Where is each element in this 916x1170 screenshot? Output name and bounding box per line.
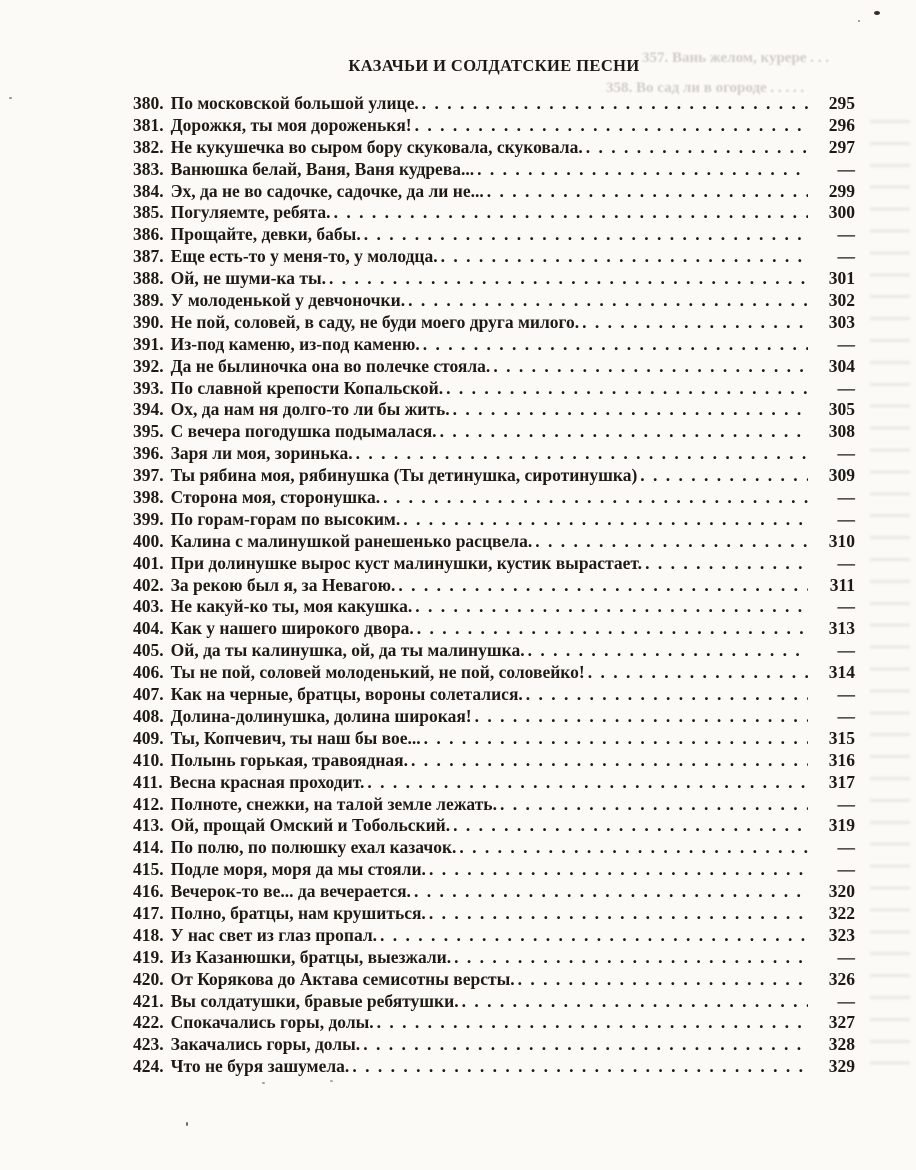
toc-entry: [133, 662, 855, 684]
entry-number: 402.: [133, 574, 164, 595]
entry-title: Ох, да нам ня долго-то ли бы жить.: [170, 399, 450, 420]
dot-leader: [367, 772, 808, 794]
entry-page: 303: [828, 311, 855, 332]
entry-title: Да не былиночка она во полечке стояла.: [170, 355, 491, 376]
toc-entry: [133, 859, 855, 881]
bleedthrough-right-margin: [870, 120, 910, 1080]
entry-page: 296: [828, 114, 855, 135]
entry-title: При долинушке вырос куст малинушки, кустик вырастает.: [170, 552, 643, 573]
entry-title: Полно, братцы, нам крушиться.: [170, 902, 426, 923]
entry-page: —: [837, 859, 855, 880]
entry-page: 311: [829, 574, 855, 595]
toc-entry: [133, 1034, 855, 1056]
scan-speck: [330, 1080, 333, 1082]
dot-leader: [398, 575, 808, 597]
page-title: КАЗАЧЬИ И СОЛДАТСКИЕ ПЕСНИ: [348, 56, 640, 75]
entry-title: Ой, да ты калинушка, ой, да ты малинушка.: [170, 640, 525, 661]
entry-number: 384.: [133, 180, 164, 201]
entry-number: 382.: [133, 136, 164, 157]
entry-page: 297: [828, 136, 855, 157]
toc-entry: [133, 903, 855, 925]
entry-title: Прощайте, девки, бабы.: [170, 224, 361, 245]
entry-page: 304: [828, 355, 855, 376]
entry-number: 391.: [133, 333, 164, 354]
entry-number: 416.: [133, 881, 164, 902]
dot-leader: [582, 312, 808, 334]
table-of-contents: [133, 93, 855, 1078]
entry-number: 420.: [133, 968, 164, 989]
entry-title: Как на черные, братцы, вороны солеталися.: [170, 684, 523, 705]
entry-number: 390.: [133, 311, 164, 332]
entry-page: —: [837, 946, 855, 967]
toc-entry: [133, 815, 855, 837]
dot-leader: [423, 334, 808, 356]
dot-leader: [453, 815, 808, 837]
entry-page: —: [837, 508, 855, 529]
toc-entry: [133, 640, 855, 662]
entry-page: 322: [828, 902, 855, 923]
entry-page: 310: [828, 530, 855, 551]
entry-page: 300: [828, 202, 855, 223]
entry-number: 403.: [133, 596, 164, 617]
dot-leader: [356, 443, 808, 465]
entry-title: По славной крепости Копальской.: [170, 377, 444, 398]
entry-number: 407.: [133, 684, 164, 705]
entry-page: 323: [828, 924, 855, 945]
entry-page: 308: [828, 421, 855, 442]
entry-title: Спокачались горы, долы.: [170, 1012, 374, 1033]
entry-title: Из Казанюшки, братцы, выезжали.: [170, 946, 452, 967]
dot-leader: [586, 137, 808, 159]
bleedthrough-text: 358. Во сад ли в огороде . . . . .: [606, 80, 805, 96]
scan-speck: [858, 20, 860, 22]
toc-entry: [133, 356, 855, 378]
dot-leader: [422, 93, 808, 115]
dot-leader: [415, 115, 808, 137]
entry-title: По полю, по полюшку ехал казачок.: [170, 837, 457, 858]
dot-leader: [411, 750, 808, 772]
toc-entry: [133, 290, 855, 312]
entry-number: 389.: [133, 290, 164, 311]
entry-title: От Корякова до Актава семисотны версты.: [170, 968, 515, 989]
entry-number: 388.: [133, 268, 164, 289]
toc-entry: [133, 969, 855, 991]
toc-entry: [133, 93, 855, 115]
dot-leader: [500, 794, 808, 816]
entry-page: —: [837, 684, 855, 705]
toc-entry: [133, 925, 855, 947]
bleedthrough-text: 357. Вань желом, курере . . .: [642, 50, 829, 66]
entry-number: 422.: [133, 1012, 164, 1033]
entry-number: 404.: [133, 618, 164, 639]
entry-number: 383.: [133, 158, 164, 179]
dot-leader: [446, 378, 808, 400]
dot-leader: [487, 181, 808, 203]
toc-entry: [133, 553, 855, 575]
entry-page: —: [837, 837, 855, 858]
entry-page: —: [837, 705, 855, 726]
toc-entry: [133, 794, 855, 816]
toc-entry: [133, 618, 855, 640]
entry-page: —: [837, 377, 855, 398]
dot-leader: [380, 925, 808, 947]
toc-entry: [133, 312, 855, 334]
entry-page: —: [837, 640, 855, 661]
toc-entry: [133, 115, 855, 137]
entry-title: Не пой, соловей, в саду, не буди моего друга милого.: [170, 311, 580, 332]
entry-page: 295: [828, 93, 855, 113]
entry-page: —: [837, 246, 855, 267]
dot-leader: [462, 991, 808, 1013]
dot-leader: [535, 531, 808, 553]
toc-entry: [133, 181, 855, 203]
dot-leader: [363, 1034, 808, 1056]
entry-number: 408.: [133, 705, 164, 726]
toc-entry: [133, 334, 855, 356]
toc-entry: [133, 772, 855, 794]
toc-entry: [133, 246, 855, 268]
entry-title: Полноте, снежки, на талой земле лежать.: [170, 793, 497, 814]
entry-title: Из-под каменю, из-под каменю.: [170, 333, 420, 354]
entry-number: 417.: [133, 902, 164, 923]
entry-title: Еще есть-то у меня-то, у молодца.: [170, 246, 438, 267]
entry-title: Погуляемте, ребята.: [170, 202, 331, 223]
toc-entry: [133, 837, 855, 859]
entry-title: Сторона моя, сторонушка.: [170, 487, 381, 508]
entry-page: 315: [828, 727, 855, 748]
entry-title: Ванюшка белай, Ваня, Ваня кудрева...: [170, 158, 475, 179]
dot-leader: [429, 859, 808, 881]
entry-title: Закачались горы, долы.: [170, 1034, 361, 1055]
entry-title: Вы солдатушки, бравые ребятушки.: [170, 990, 459, 1011]
dot-leader: [440, 421, 808, 443]
dot-leader: [424, 728, 808, 750]
entry-number: 412.: [133, 793, 164, 814]
entry-number: 409.: [133, 727, 164, 748]
toc-entry: [133, 487, 855, 509]
entry-title: У нас свет из глаз пропал.: [170, 924, 378, 945]
entry-page: 302: [828, 290, 855, 311]
scan-speck: [262, 1082, 265, 1084]
entry-page: 313: [828, 618, 855, 639]
dot-leader: [415, 596, 808, 618]
entry-number: 415.: [133, 859, 164, 880]
entry-number: 398.: [133, 487, 164, 508]
entry-title: Не какуй-ко ты, моя какушка.: [170, 596, 413, 617]
entry-number: 413.: [133, 815, 164, 836]
dot-leader: [414, 881, 808, 903]
entry-page: 328: [828, 1034, 855, 1055]
entry-number: 424.: [133, 1056, 164, 1077]
scan-speck: [186, 1122, 188, 1126]
entry-title: Ты не пой, соловей молоденький, не пой, соловейко!: [170, 662, 585, 683]
entry-number: 414.: [133, 837, 164, 858]
toc-entry: [133, 991, 855, 1013]
entry-page: 299: [828, 180, 855, 201]
entry-title: Вечерок-то ве... да вечерается.: [170, 881, 411, 902]
entry-number: 381.: [133, 114, 164, 135]
entry-number: 385.: [133, 202, 164, 223]
dot-leader: [403, 509, 808, 531]
toc-entry: [133, 575, 855, 597]
entry-number: 395.: [133, 421, 164, 442]
dot-leader: [417, 618, 808, 640]
entry-number: 411.: [133, 771, 163, 792]
entry-number: 397.: [133, 465, 164, 486]
toc-entry: [133, 684, 855, 706]
entry-page: 314: [828, 662, 855, 683]
entry-title: Долина-долинушка, долина широкая!: [170, 705, 472, 726]
toc-entry: [133, 947, 855, 969]
toc-entry: [133, 706, 855, 728]
dot-leader: [645, 553, 808, 575]
dot-leader: [334, 202, 808, 224]
dot-leader: [454, 947, 808, 969]
toc-entry: [133, 728, 855, 750]
entry-number: 406.: [133, 662, 164, 683]
entry-title: С вечера погодушка подымалася.: [170, 421, 437, 442]
entry-number: 400.: [133, 530, 164, 551]
entry-number: 399.: [133, 508, 164, 529]
entry-title: Калина с малинушкой ранешенько расцвела.: [170, 530, 533, 551]
entry-number: 405.: [133, 640, 164, 661]
entry-page: 329: [828, 1056, 855, 1077]
toc-entry: [133, 750, 855, 772]
entry-number: 387.: [133, 246, 164, 267]
entry-page: —: [837, 487, 855, 508]
entry-number: 396.: [133, 443, 164, 464]
toc-entry: [133, 268, 855, 290]
entry-page: —: [837, 158, 855, 179]
dot-leader: [477, 159, 808, 181]
dot-leader: [640, 465, 808, 487]
entry-page: —: [837, 443, 855, 464]
entry-title: Подле моря, моря да мы стояли.: [170, 859, 426, 880]
entry-page: 320: [828, 881, 855, 902]
entry-page: 319: [828, 815, 855, 836]
toc-entry: [133, 399, 855, 421]
entry-number: 401.: [133, 552, 164, 573]
toc-entry: [133, 159, 855, 181]
entry-title: Заря ли моя, зоринька.: [170, 443, 353, 464]
toc-entry: [133, 443, 855, 465]
entry-title: Ой, прощай Омский и Тобольский.: [170, 815, 451, 836]
entry-title: Не кукушечка во сыром бору скуковала, скуковала.: [170, 136, 583, 157]
toc-entry: [133, 421, 855, 443]
dot-leader: [475, 706, 808, 728]
entry-title: Ой, не шуми-ка ты.: [170, 268, 326, 289]
toc-entry: [133, 596, 855, 618]
entry-number: 386.: [133, 224, 164, 245]
toc-entry: [133, 137, 855, 159]
dot-leader: [493, 356, 808, 378]
entry-number: 410.: [133, 749, 164, 770]
toc-entry: [133, 465, 855, 487]
dot-leader: [526, 684, 808, 706]
entry-page: 305: [828, 399, 855, 420]
dot-leader: [383, 487, 808, 509]
entry-number: 380.: [133, 93, 164, 113]
dot-leader: [441, 246, 808, 268]
entry-number: 392.: [133, 355, 164, 376]
entry-title: Весна красная проходит.: [169, 771, 365, 792]
dot-leader: [364, 224, 808, 246]
dot-leader: [377, 1012, 808, 1034]
dot-leader: [459, 837, 808, 859]
dot-leader: [588, 662, 808, 684]
entry-title: По московской большой улице.: [170, 93, 419, 113]
entry-page: 317: [828, 771, 855, 792]
entry-title: Ты рябина моя, рябинушка (Ты детинушка, сиротинушка): [170, 465, 638, 486]
toc-entry: [133, 224, 855, 246]
entry-number: 423.: [133, 1034, 164, 1055]
entry-page: —: [837, 224, 855, 245]
toc-entry: [133, 1012, 855, 1034]
toc-entry: [133, 881, 855, 903]
entry-page: —: [837, 793, 855, 814]
entry-number: 393.: [133, 377, 164, 398]
toc-entry: [133, 531, 855, 553]
entry-title: У молоденькой у девчоночки.: [170, 290, 406, 311]
toc-entry: [133, 1056, 855, 1078]
entry-page: 316: [828, 749, 855, 770]
toc-entry: [133, 509, 855, 531]
dot-leader: [528, 640, 808, 662]
entry-number: 421.: [133, 990, 164, 1011]
entry-title: Полынь горькая, травоядная.: [170, 749, 409, 770]
toc-entry: [133, 202, 855, 224]
dot-leader: [429, 903, 808, 925]
entry-number: 419.: [133, 946, 164, 967]
entry-page: 326: [828, 968, 855, 989]
entry-title: Ты, Копчевич, ты наш бы вое...: [170, 727, 421, 748]
entry-title: Эх, да не во садочке, садочке, да ли не...: [170, 180, 484, 201]
entry-title: По горам-горам по высоким.: [170, 508, 401, 529]
dot-leader: [408, 290, 808, 312]
scan-speck: [9, 97, 12, 99]
entry-number: 394.: [133, 399, 164, 420]
dot-leader: [329, 268, 808, 290]
entry-page: —: [837, 552, 855, 573]
entry-page: 327: [828, 1012, 855, 1033]
dot-leader: [453, 399, 808, 421]
entry-title: Дорожкя, ты моя дороженькя!: [170, 114, 412, 135]
entry-title: За рекою был я, за Невагою.: [170, 574, 396, 595]
toc-entry: [133, 378, 855, 400]
entry-page: —: [837, 596, 855, 617]
entry-title: Как у нашего широкого двора.: [170, 618, 414, 639]
dot-leader: [352, 1056, 808, 1078]
entry-number: 418.: [133, 924, 164, 945]
entry-title: Что не буря зашумела.: [170, 1056, 350, 1077]
scan-speck: [874, 11, 880, 15]
dot-leader: [518, 969, 808, 991]
entry-page: —: [837, 990, 855, 1011]
entry-page: 301: [828, 268, 855, 289]
entry-page: —: [837, 333, 855, 354]
entry-page: 309: [828, 465, 855, 486]
